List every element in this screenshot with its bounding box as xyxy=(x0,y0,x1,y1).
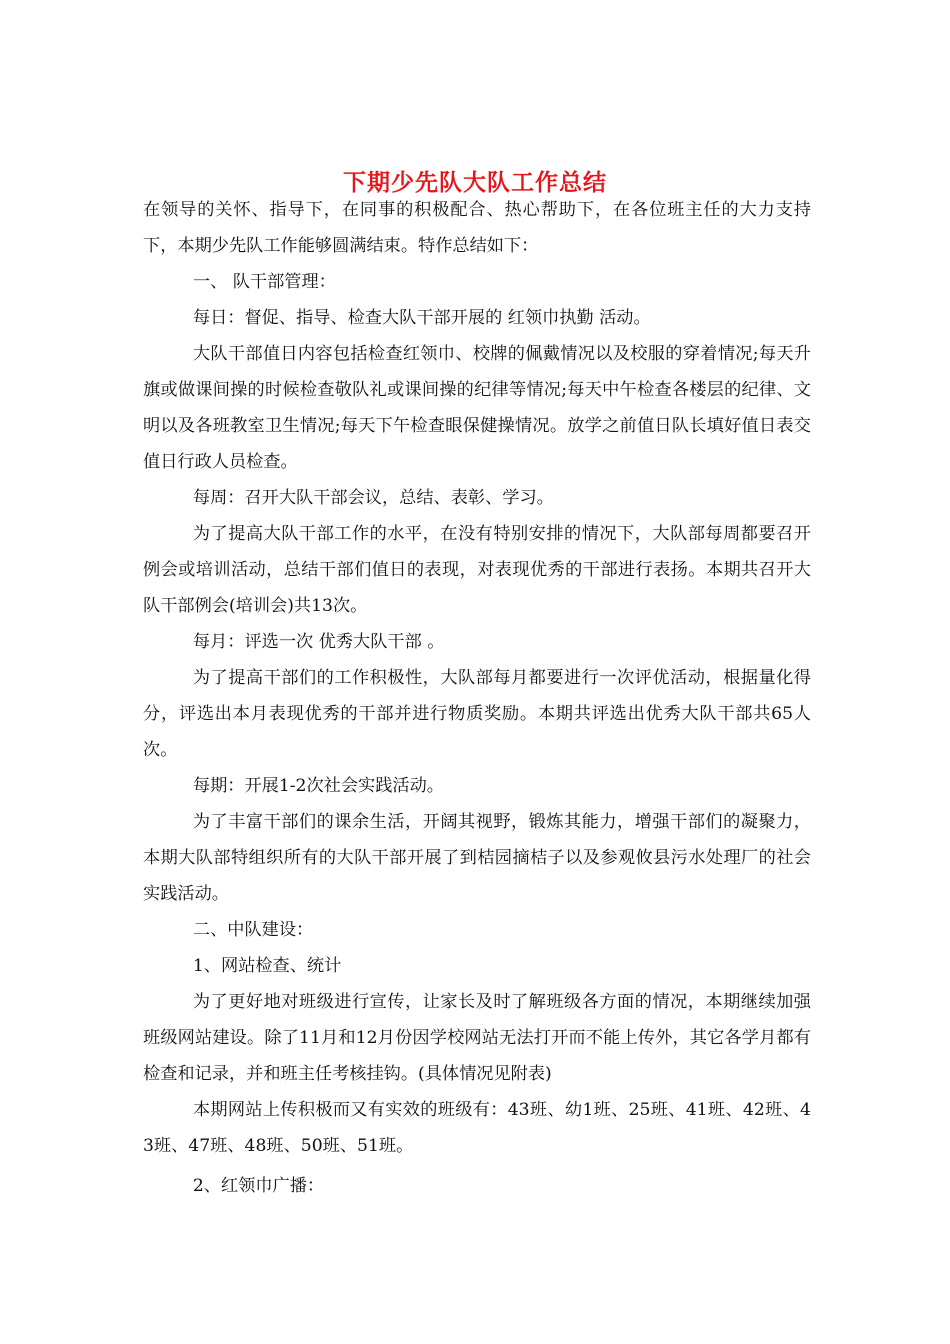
document-title: 下期少先队大队工作总结 xyxy=(343,170,607,197)
term-detail-paragraph: 为了丰富干部们的课余生活，开阔其视野，锻炼其能力，增强干部们的凝聚力，本期大队部特组织所有的大队干部开展了到桔园摘桔子以及参观攸县污水处理厂的社会实践活动。 xyxy=(143,812,811,904)
subheading-red-scarf-broadcast: 2、红领巾广播： xyxy=(192,1176,325,1196)
monthly-detail-paragraph: 为了提高干部们的工作积极性，大队部每月都要进行一次评优活动，根据量化得分，评选出本月表现优秀的干部并进行物质奖励。本期共评选出优秀大队干部共65人次。 xyxy=(143,668,811,760)
section-heading-squadron-building: 二、中队建设： xyxy=(192,920,314,940)
weekly-item: 每周：召开大队干部会议，总结、表彰、学习。 xyxy=(192,488,554,508)
document-body xyxy=(143,192,811,1204)
website-classes-paragraph: 本期网站上传积极而又有实效的班级有：43班、幼1班、25班、41班、42班、43班、47班、48班、50班、51班。 xyxy=(143,1100,811,1156)
weekly-detail-paragraph: 为了提高大队干部工作的水平，在没有特别安排的情况下，大队部每周都要召开例会或培训活动，总结干部们值日的表现，对表现优秀的干部进行表扬。本期共召开大队干部例会(培训会)共13次。 xyxy=(143,524,811,616)
monthly-item: 每月：评选一次 优秀大队干部 。 xyxy=(192,632,445,652)
daily-item: 每日：督促、指导、检查大队干部开展的 红领巾执勤 活动。 xyxy=(192,308,651,328)
intro-paragraph: 在领导的关怀、指导下，在同事的积极配合、热心帮助下，在各位班主任的大力支持下，本期少先队工作能够圆满结束。特作总结如下： xyxy=(143,200,811,256)
section-heading-cadre-management: 一、 队干部管理： xyxy=(192,272,336,292)
term-item: 每期：开展1-2次社会实践活动。 xyxy=(192,776,444,796)
website-detail-paragraph: 为了更好地对班级进行宣传，让家长及时了解班级各方面的情况，本期继续加强班级网站建设。除了11月和12月份因学校网站无法打开而不能上传外，其它各学月都有检查和记录，并和班主任考核挂钩。(具体情况见附表) xyxy=(143,992,811,1084)
daily-detail-paragraph: 大队干部值日内容包括检查红领巾、校牌的佩戴情况以及校服的穿着情况;每天升旗或做课间操的时候检查敬队礼或课间操的纪律等情况;每天中午检查各楼层的纪律、文明以及各班教室卫生情况;每天下午检查眼保健操情况。放学之前值日队长填好值日表交值日行政人员检查。 xyxy=(143,344,811,472)
subheading-website-check: 1、网站检查、统计 xyxy=(192,956,342,976)
